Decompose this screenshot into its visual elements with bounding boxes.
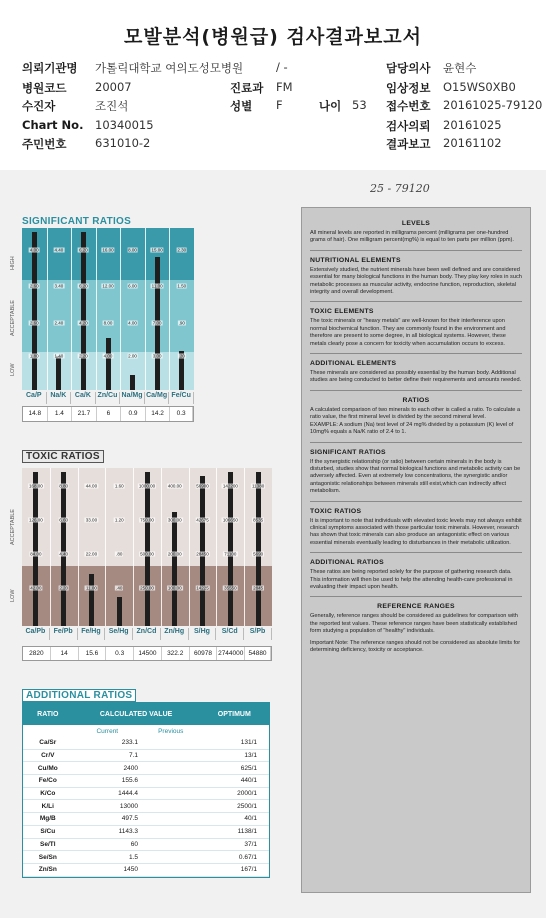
hospital-code-value: 20007 bbox=[95, 80, 132, 94]
toxic-bar-s-cd bbox=[228, 472, 233, 626]
significant-column-divider bbox=[169, 228, 170, 390]
significant-category-row bbox=[22, 392, 194, 404]
significant-tick-label: 2.40 bbox=[54, 320, 64, 326]
toxic-tick-label: 6.60 bbox=[59, 517, 69, 523]
toxic-tick-label: 100.00 bbox=[167, 585, 182, 591]
toxic-bar-ca-pb bbox=[33, 472, 38, 626]
table-row bbox=[23, 762, 269, 775]
significant-tick-label: 12.00 bbox=[102, 283, 114, 289]
age-label: 나이 bbox=[319, 99, 342, 113]
toxic-tick-label: 71100 bbox=[224, 551, 237, 557]
sex-label: 성별 bbox=[230, 99, 253, 113]
significant-tick-label: 3.00 bbox=[152, 353, 162, 359]
current-value-cell: 1.5 bbox=[128, 853, 138, 861]
toxic-value-cell: 14500 bbox=[134, 647, 162, 660]
table-row bbox=[23, 737, 269, 750]
optimum-cell: 440/1 bbox=[240, 777, 257, 785]
current-value-cell: 60 bbox=[130, 840, 138, 848]
ratio-cell: K/Co bbox=[40, 790, 56, 798]
significant-value-cell: 21.7 bbox=[72, 407, 97, 421]
additional-elements-heading: ADDITIONAL ELEMENTS bbox=[310, 360, 397, 368]
toxic-elements-heading: TOXIC ELEMENTS bbox=[310, 308, 374, 316]
optimum-cell: 1138/1 bbox=[237, 828, 257, 836]
sig-band-acceptable-label: ACCEPTABLE bbox=[10, 300, 16, 336]
toxic-column-divider bbox=[50, 468, 51, 626]
header-calculated: CALCULATED VALUE bbox=[99, 710, 173, 718]
significant-tick-label: .90 bbox=[178, 320, 185, 326]
ratio-cell: K/Li bbox=[41, 802, 54, 810]
toxic-tick-label: 22.00 bbox=[85, 551, 98, 557]
toxic-bar-fe-hg bbox=[89, 574, 94, 626]
significant-value-cell: 0.9 bbox=[121, 407, 146, 421]
significant-tick-label: 16.00 bbox=[102, 247, 114, 253]
toxic-tick-label: 42675 bbox=[196, 517, 209, 523]
patient-value: 조진석 bbox=[95, 99, 129, 113]
toxic-tick-label: 1000.00 bbox=[138, 483, 156, 489]
toxic-tick-label: 56900 bbox=[196, 483, 209, 489]
optimum-cell: 40/1 bbox=[244, 815, 257, 823]
toxic-category-label: Ca/Pb bbox=[22, 628, 50, 640]
toxic-tick-label: 44.00 bbox=[85, 483, 98, 489]
significant-category-label: Zn/Cu bbox=[96, 392, 121, 404]
current-value-cell: 497.5 bbox=[121, 815, 138, 823]
table-row bbox=[23, 788, 269, 801]
institution-label: 의뢰기관명 bbox=[22, 61, 78, 75]
toxic-column-divider bbox=[189, 468, 190, 626]
optimum-cell: 2500/1 bbox=[237, 802, 257, 810]
receipt-no-value: 20161025-79120 bbox=[443, 98, 543, 112]
significant-tick-label: 1.80 bbox=[29, 353, 39, 359]
significant-tick-label: 8.00 bbox=[103, 320, 113, 326]
optimum-cell: 167/1 bbox=[240, 866, 257, 874]
table-row bbox=[23, 800, 269, 813]
toxic-value-cell: 14 bbox=[51, 647, 79, 660]
important-note-text: Important Note: The reference ranges should not be considered as absolute limits for determining deficiency, toxicity or acceptance. bbox=[310, 639, 521, 653]
levels-text: All mineral levels are reported in milligrams percent (milligrams per one-hundred grams of hair). One milligram percent(mg%) is equal to ten parts per million (ppm). bbox=[310, 230, 514, 244]
toxic-tick-label: 126.00 bbox=[28, 517, 43, 523]
significant-bar-ca-p bbox=[32, 232, 37, 390]
toxic-tick-label: 11380 bbox=[252, 483, 265, 489]
toxic-ratios-title: TOXIC RATIOS bbox=[22, 450, 104, 463]
significant-tick-label: 8.00 bbox=[128, 247, 137, 253]
optimum-cell: 13/1 bbox=[244, 752, 257, 760]
request-date-value: 20161025 bbox=[443, 118, 502, 132]
significant-tick-label: .20 bbox=[178, 353, 185, 359]
doctor-label: 담당의사 bbox=[386, 61, 431, 75]
significant-column-divider bbox=[120, 228, 121, 390]
toxic-value-cell: 322.2 bbox=[162, 647, 190, 660]
resident-id-label: 주민번호 bbox=[22, 137, 67, 151]
current-value-cell: 2400 bbox=[123, 764, 138, 772]
significant-tick-label: 2.30 bbox=[177, 247, 187, 253]
subheader-previous: Previous bbox=[158, 727, 184, 735]
significant-tick-label: 2.60 bbox=[29, 283, 39, 289]
toxic-value-cell: 54880 bbox=[245, 647, 271, 660]
ratio-cell: Se/Sn bbox=[38, 853, 57, 861]
toxic-tick-label: 2.20 bbox=[59, 585, 69, 591]
toxic-tick-label: 8.80 bbox=[59, 483, 69, 489]
toxic-tick-label: 5690 bbox=[253, 551, 264, 557]
toxic-tick-label: .40 bbox=[116, 585, 123, 591]
significant-tick-label: 4.00 bbox=[128, 320, 137, 326]
sig-band-high-label: HIGH bbox=[10, 256, 16, 270]
table-row bbox=[23, 851, 269, 864]
significant-tick-label: 6.20 bbox=[79, 283, 88, 289]
toxic-tick-label: 400.00 bbox=[167, 483, 182, 489]
nutritional-heading: NUTRITIONAL ELEMENTS bbox=[310, 256, 401, 264]
current-value-cell: 7.1 bbox=[128, 752, 138, 760]
significant-tick-label: 1.50 bbox=[177, 283, 187, 289]
significant-category-label: Ca/K bbox=[71, 392, 96, 404]
significant-category-label: Ca/P bbox=[22, 392, 47, 404]
toxic-tick-label: 250.00 bbox=[140, 585, 154, 591]
ratio-cell: Mg/B bbox=[39, 815, 56, 823]
toxic-tick-label: 106650 bbox=[222, 517, 238, 523]
toxic-bar-s-pb bbox=[256, 472, 261, 626]
toxic-tick-label: 33.00 bbox=[85, 517, 98, 523]
significant-column-divider bbox=[47, 228, 48, 390]
subheader-current: Current bbox=[96, 727, 119, 735]
toxic-tick-label: 2845 bbox=[253, 585, 264, 591]
current-value-cell: 1444.4 bbox=[118, 790, 138, 798]
additional-ratios-text: These ratios are being reported solely for the purpose of gathering research data. This information will then be used to help the attending health-care professional in evaluating their impact upon health. bbox=[310, 569, 513, 590]
significant-value-cell: 14.8 bbox=[23, 407, 48, 421]
significant-tick-label: 6.20 bbox=[79, 247, 88, 253]
significant-tick-label: 6.00 bbox=[128, 283, 137, 289]
toxic-tick-label: 1.20 bbox=[114, 517, 124, 523]
additional-header-row bbox=[23, 703, 269, 725]
result-date-label: 결과보고 bbox=[386, 137, 431, 151]
significant-tick-label: 4.40 bbox=[54, 247, 64, 253]
table-row bbox=[23, 826, 269, 839]
toxic-category-label: Se/Hg bbox=[105, 628, 133, 640]
tox-band-low-label: LOW bbox=[10, 589, 16, 602]
table-row bbox=[23, 839, 269, 852]
report-title: 모발분석(병원급) 검사결과보고서 bbox=[124, 26, 422, 48]
toxic-tick-label: 42.00 bbox=[30, 585, 42, 591]
significant-tick-label: 4.00 bbox=[103, 353, 113, 359]
ratio-cell: Se/Tl bbox=[40, 840, 56, 848]
toxic-bar-fe-pb bbox=[61, 472, 66, 626]
additional-rows bbox=[23, 737, 269, 877]
institution-value: 가톨릭대학교 여의도성모병원 bbox=[95, 61, 244, 75]
info-panel bbox=[301, 207, 531, 893]
toxic-value-row bbox=[22, 646, 272, 661]
institution-slash: / - bbox=[276, 60, 288, 74]
table-row bbox=[23, 750, 269, 763]
receipt-no-label: 접수번호 bbox=[386, 99, 431, 113]
significant-tick-label: 2.20 bbox=[79, 353, 88, 359]
clinical-info-label: 임상정보 bbox=[386, 81, 431, 95]
ratio-cell: S/Cu bbox=[40, 828, 56, 836]
significant-tick-label: 7.00 bbox=[152, 320, 162, 326]
significant-value-cell: 0.3 bbox=[170, 407, 193, 421]
toxic-tick-label: 1.60 bbox=[114, 483, 124, 489]
significant-value-cell: 14.2 bbox=[146, 407, 171, 421]
significant-tick-label: 11.00 bbox=[151, 283, 163, 289]
toxic-ratios-chart bbox=[22, 468, 272, 626]
significant-value-cell: 6 bbox=[97, 407, 122, 421]
toxic-bar-zn-cd bbox=[145, 472, 150, 626]
toxic-tick-label: 500.00 bbox=[140, 551, 154, 557]
significant-ratios-title: SIGNIFICANT RATIOS bbox=[22, 216, 132, 227]
significant-category-label: Na/K bbox=[47, 392, 72, 404]
current-value-cell: 155.6 bbox=[121, 777, 138, 785]
toxic-ratios-heading: TOXIC RATIOS bbox=[310, 507, 362, 515]
hospital-code-label: 병원코드 bbox=[22, 81, 67, 95]
toxic-tick-label: 142200 bbox=[222, 483, 238, 489]
significant-tick-label: 2.60 bbox=[29, 320, 39, 326]
result-date-value: 20161102 bbox=[443, 136, 502, 150]
significant-tick-label: 15.00 bbox=[151, 247, 163, 253]
optimum-cell: 2000/1 bbox=[237, 790, 257, 798]
toxic-category-label: Fe/Pb bbox=[50, 628, 78, 640]
ratios-text: A calculated comparison of two minerals to each other is called a ratio. To calculate a ratio value, the first mineral level is divided by the second mineral level. bbox=[310, 406, 521, 421]
current-value-cell: 1450 bbox=[123, 866, 138, 874]
department-value: FM bbox=[276, 80, 293, 94]
significant-category-label: Na/Mg bbox=[120, 392, 145, 404]
table-row bbox=[23, 813, 269, 826]
chart-no-label: Chart No. bbox=[22, 118, 84, 132]
department-label: 진료과 bbox=[230, 81, 264, 95]
significant-tick-label: 4.00 bbox=[29, 247, 39, 253]
toxic-column-divider bbox=[161, 468, 162, 626]
significant-tick-label: 1.40 bbox=[54, 353, 64, 359]
significant-value-cell: 1.4 bbox=[48, 407, 73, 421]
reference-ranges-text: Generally, reference ranges should be considered as guidelines for comparison with the reported test values. These reference ranges have been statistically established form studying a population of "healthy" individuals. bbox=[310, 613, 518, 635]
additional-ratios-heading: ADDITIONAL RATIOS bbox=[310, 559, 384, 567]
optimum-cell: 0.67/1 bbox=[238, 853, 257, 861]
toxic-column-divider bbox=[216, 468, 217, 626]
high-band bbox=[22, 228, 194, 280]
levels-heading: LEVELS bbox=[401, 220, 431, 227]
ratio-cell: Fe/Co bbox=[38, 777, 57, 785]
toxic-ratios-text: It is important to note that individuals with elevated toxic levels may not always exhibit clinical symptoms associated with those particular toxic minerals. However, research has shown that toxic minerals can also produce an antagonistic effect on various essential minerals eventually leading to disturbances in their metabolic utilization. bbox=[310, 517, 522, 546]
significant-column-divider bbox=[96, 228, 97, 390]
additional-elements-text: These minerals are considered as possibly essential by the human body. Additional studies are being conducted to better define their requirements and amounts needed. bbox=[310, 370, 522, 384]
optimum-cell: 625/1 bbox=[240, 764, 257, 772]
significant-tick-label: 3.40 bbox=[54, 283, 64, 289]
age-value: 53 bbox=[352, 98, 367, 112]
toxic-category-label: Zn/Hg bbox=[161, 628, 189, 640]
ratio-cell: Ca/Sr bbox=[39, 739, 57, 747]
toxic-category-label: S/Pb bbox=[244, 628, 272, 640]
toxic-value-cell: 2744000 bbox=[217, 647, 245, 660]
toxic-tick-label: 35550 bbox=[224, 585, 237, 591]
significant-ratios-chart bbox=[22, 228, 194, 390]
toxic-elements-text: The toxic minerals or "heavy metals" are well-known for their interference upon normal biochemical function. They are commonly found in the environment and therefore are present to some degree, in all biological systems. However, these metals clearly pose a concern for toxicity when accumulation occurs to excess. bbox=[310, 318, 506, 347]
toxic-column-divider bbox=[244, 468, 245, 626]
toxic-value-cell: 2820 bbox=[23, 647, 51, 660]
nutritional-text: Extensively studied, the nutrient minerals have been well defined and are considered essential for many biological functions in the human body. They play key roles in such metabolic processes as muscular activity, endocrine function, reproduction, skeletal integrity and overall development. bbox=[310, 266, 522, 296]
toxic-tick-label: 11.00 bbox=[85, 585, 97, 591]
toxic-value-cell: 15.6 bbox=[79, 647, 107, 660]
toxic-column-divider bbox=[105, 468, 106, 626]
ratios-heading: RATIOS bbox=[402, 396, 430, 404]
significant-bar-na-mg bbox=[130, 375, 135, 390]
table-row bbox=[23, 775, 269, 788]
toxic-tick-label: 168.00 bbox=[28, 483, 43, 489]
doctor-value: 윤현수 bbox=[443, 61, 477, 75]
significant-column-divider bbox=[71, 228, 72, 390]
toxic-tick-label: 200.00 bbox=[167, 551, 182, 557]
toxic-value-cell: 0.3 bbox=[106, 647, 134, 660]
toxic-column-divider bbox=[133, 468, 134, 626]
significant-bar-na-k bbox=[56, 356, 61, 390]
toxic-category-row bbox=[22, 628, 272, 640]
tox-band-acceptable-label: ACCEPTABLE bbox=[10, 509, 16, 545]
toxic-bar-zn-hg bbox=[172, 512, 177, 626]
additional-ratios-table bbox=[22, 702, 270, 878]
optimum-cell: 131/1 bbox=[240, 739, 257, 747]
significant-ratios-heading: SIGNIFICANT RATIOS bbox=[310, 448, 386, 456]
table-row bbox=[23, 864, 269, 877]
handwritten-note: 25 - 79120 bbox=[370, 182, 430, 195]
toxic-tick-label: .80 bbox=[116, 551, 123, 557]
significant-tick-label: 2.00 bbox=[128, 353, 137, 359]
resident-id-value: 631010-2 bbox=[95, 136, 151, 150]
sex-value: F bbox=[276, 98, 283, 112]
toxic-tick-label: 28450 bbox=[196, 551, 209, 557]
chart-no-value: 10340015 bbox=[95, 118, 154, 132]
patient-label: 수진자 bbox=[22, 99, 56, 113]
ratio-cell: Cr/V bbox=[41, 752, 55, 760]
significant-column-divider bbox=[145, 228, 146, 390]
toxic-tick-label: 8535 bbox=[253, 517, 264, 523]
sig-band-low-label: LOW bbox=[10, 363, 16, 376]
ratios-example: EXAMPLE: A sodium (Na) test level of 24 mg% divided by a potassium (K) level of 10mg% equals a Na/K ratio of 2.4 to 1. bbox=[310, 421, 514, 436]
significant-bar-zn-cu bbox=[106, 338, 111, 390]
request-date-label: 검사의뢰 bbox=[386, 119, 431, 133]
header-ratio: RATIO bbox=[37, 710, 59, 718]
current-value-cell: 13000 bbox=[119, 802, 138, 810]
additional-subheader-row bbox=[23, 725, 269, 737]
ratio-cell: Cu/Mo bbox=[37, 764, 58, 772]
toxic-category-label: Zn/Cd bbox=[133, 628, 161, 640]
significant-ratios-text: If the synergistic relationship (or ratio) between certain minerals in the body is disturbed, studies show that normal biological functions and metabolic activity can be adversely affected. Even at extremely low concentrations, the synergistic and/or antagonistic relationships between minerals still exist,which can indirectly affect metabolism. bbox=[310, 458, 521, 495]
clinical-info-value: O15WS0XB0 bbox=[443, 80, 516, 94]
optimum-cell: 37/1 bbox=[244, 840, 257, 848]
reference-ranges-heading: REFERENCE RANGES bbox=[377, 603, 455, 611]
toxic-value-cell: 60978 bbox=[190, 647, 218, 660]
toxic-tick-label: 14225 bbox=[196, 585, 209, 591]
toxic-column-divider bbox=[78, 468, 79, 626]
toxic-bar-se-hg bbox=[117, 597, 122, 627]
current-value-cell: 1143.3 bbox=[118, 828, 138, 836]
significant-bar-ca-k bbox=[81, 232, 86, 390]
current-value-cell: 233.1 bbox=[121, 739, 138, 747]
toxic-category-label: S/Cd bbox=[216, 628, 244, 640]
significant-tick-label: 4.20 bbox=[79, 320, 88, 326]
header-optimum: OPTIMUM bbox=[217, 710, 251, 718]
toxic-tick-label: 84.00 bbox=[30, 551, 42, 557]
significant-category-label: Ca/Mg bbox=[145, 392, 170, 404]
significant-value-row bbox=[22, 406, 194, 422]
toxic-category-label: S/Hg bbox=[189, 628, 217, 640]
ratio-cell: Zn/Sn bbox=[38, 866, 57, 874]
toxic-tick-label: 750.00 bbox=[140, 517, 154, 523]
toxic-category-label: Fe/Hg bbox=[78, 628, 106, 640]
toxic-tick-label: 4.40 bbox=[59, 551, 69, 557]
additional-ratios-title: ADDITIONAL RATIOS bbox=[22, 689, 136, 702]
significant-category-label: Fe/Cu bbox=[169, 392, 194, 404]
toxic-tick-label: 300.00 bbox=[167, 517, 182, 523]
